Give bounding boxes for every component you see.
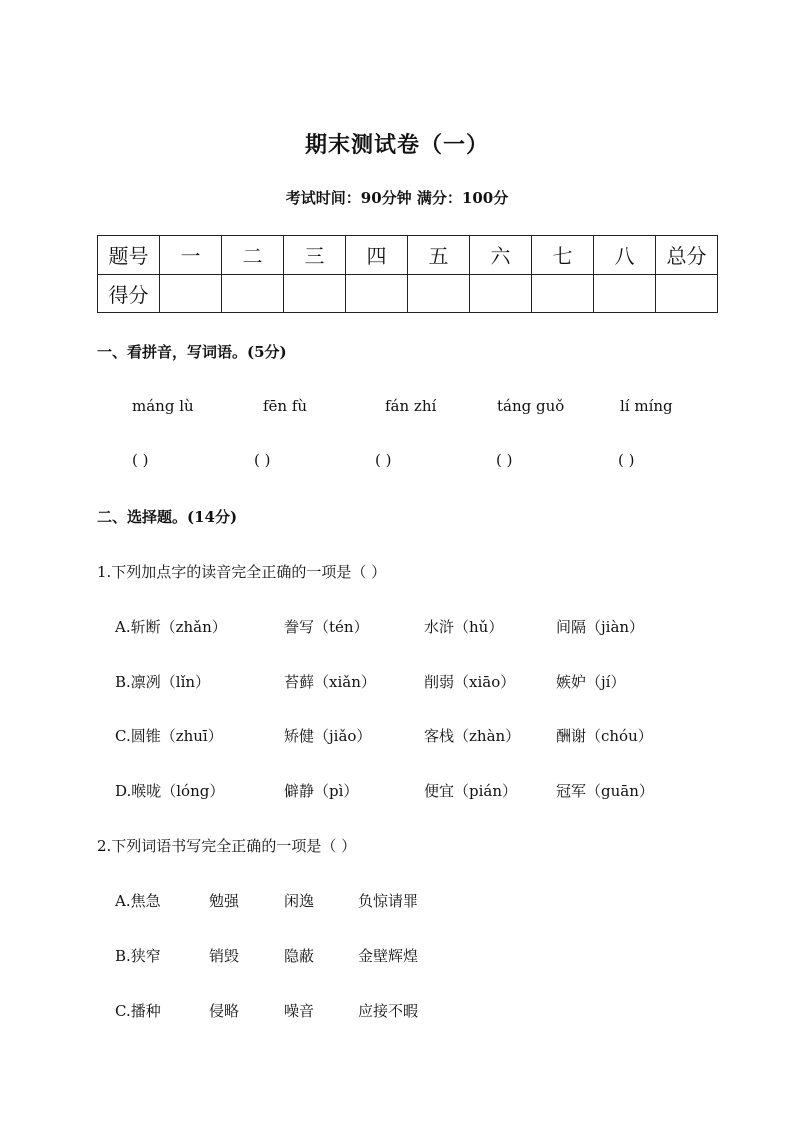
pinyin-item: fēn fù	[263, 397, 308, 415]
exam-info: 考试时间：90分钟 满分：100分	[285, 189, 509, 207]
answer-blank[interactable]: ( )	[496, 451, 513, 469]
score-table-cell: 题号	[98, 236, 160, 275]
q1-option-a-word: 水浒（hǔ）	[424, 618, 504, 636]
score-input-cell[interactable]	[222, 274, 284, 313]
q2-option-a: A.焦急	[115, 892, 161, 910]
q1-option-b: B.凛冽（lǐn）	[115, 673, 211, 691]
q2-option-b-word: 隐蔽	[284, 947, 315, 965]
score-table-header-row	[98, 236, 718, 275]
score-table-cell: 二	[222, 236, 284, 275]
score-table-cell: 七	[532, 236, 594, 275]
score-table-cell: 总分	[656, 236, 718, 275]
q1-option-b-word: 嫉妒（jí）	[556, 673, 626, 691]
section1-heading: 一、看拼音，写词语。(5分)	[97, 343, 287, 361]
q2-option-c-word: 应接不暇	[358, 1002, 419, 1020]
q2-option-c: C.播种	[115, 1002, 161, 1020]
score-input-cell[interactable]	[532, 274, 594, 313]
q1-option-c-word: 矫健（jiǎo）	[284, 727, 372, 745]
pinyin-item: táng guǒ	[497, 397, 565, 415]
q1-option-a-word: 誊写（tén）	[284, 618, 369, 636]
q1-option-d: D.喉咙（lóng）	[115, 782, 225, 800]
score-table-score-row	[98, 274, 718, 313]
q2-option-b-word: 金壁辉煌	[358, 947, 419, 965]
question-2-stem: 2.下列词语书写完全正确的一项是（ ）	[97, 837, 357, 855]
q1-option-c-word: 酬谢（chóu）	[556, 727, 653, 745]
q1-option-b-word: 削弱（xiāo）	[424, 673, 516, 691]
score-input-cell[interactable]	[470, 274, 532, 313]
score-input-cell[interactable]	[284, 274, 346, 313]
q1-option-d-word: 冠军（guān）	[556, 782, 654, 800]
score-table-cell: 四	[346, 236, 408, 275]
score-table-cell: 八	[594, 236, 656, 275]
q2-option-b-word: 销毁	[209, 947, 240, 965]
pinyin-item: máng lù	[132, 397, 194, 415]
score-row-label: 得分	[98, 274, 160, 313]
q2-option-c-word: 噪音	[284, 1002, 315, 1020]
score-table-cell: 一	[160, 236, 222, 275]
section2-heading: 二、选择题。(14分)	[97, 508, 238, 526]
answer-blank[interactable]: ( )	[375, 451, 392, 469]
q1-option-c-word: 客栈（zhàn）	[424, 727, 521, 745]
q1-option-d-word: 僻静（pì）	[284, 782, 359, 800]
score-table-cell: 五	[408, 236, 470, 275]
q1-option-c: C.圆锥（zhuī）	[115, 727, 223, 745]
answer-blank[interactable]: ( )	[132, 451, 149, 469]
q2-option-b: B.狭窄	[115, 947, 161, 965]
score-input-cell[interactable]	[408, 274, 470, 313]
page-title: 期末测试卷（一）	[304, 132, 489, 158]
q1-option-a: A.斩断（zhǎn）	[115, 618, 227, 636]
score-table-cell: 六	[470, 236, 532, 275]
q1-option-a-word: 间隔（jiàn）	[556, 618, 645, 636]
question-1-stem: 1.下列加点字的读音完全正确的一项是（ ）	[97, 563, 387, 581]
answer-blank[interactable]: ( )	[618, 451, 635, 469]
answer-blank[interactable]: ( )	[254, 451, 271, 469]
q2-option-a-word: 闲逸	[284, 892, 315, 910]
pinyin-item: fán zhí	[385, 397, 437, 415]
q1-option-b-word: 苔藓（xiǎn）	[284, 673, 376, 691]
score-table-cell: 三	[284, 236, 346, 275]
score-input-cell[interactable]	[346, 274, 408, 313]
score-input-cell[interactable]	[160, 274, 222, 313]
q1-option-d-word: 便宜（pián）	[424, 782, 518, 800]
score-input-cell[interactable]	[594, 274, 656, 313]
q2-option-c-word: 侵略	[209, 1002, 240, 1020]
pinyin-item: lí míng	[620, 397, 673, 415]
q2-option-a-word: 勉强	[209, 892, 240, 910]
score-table	[97, 235, 718, 313]
q2-option-a-word: 负惊请罪	[358, 892, 419, 910]
score-input-cell[interactable]	[656, 274, 718, 313]
